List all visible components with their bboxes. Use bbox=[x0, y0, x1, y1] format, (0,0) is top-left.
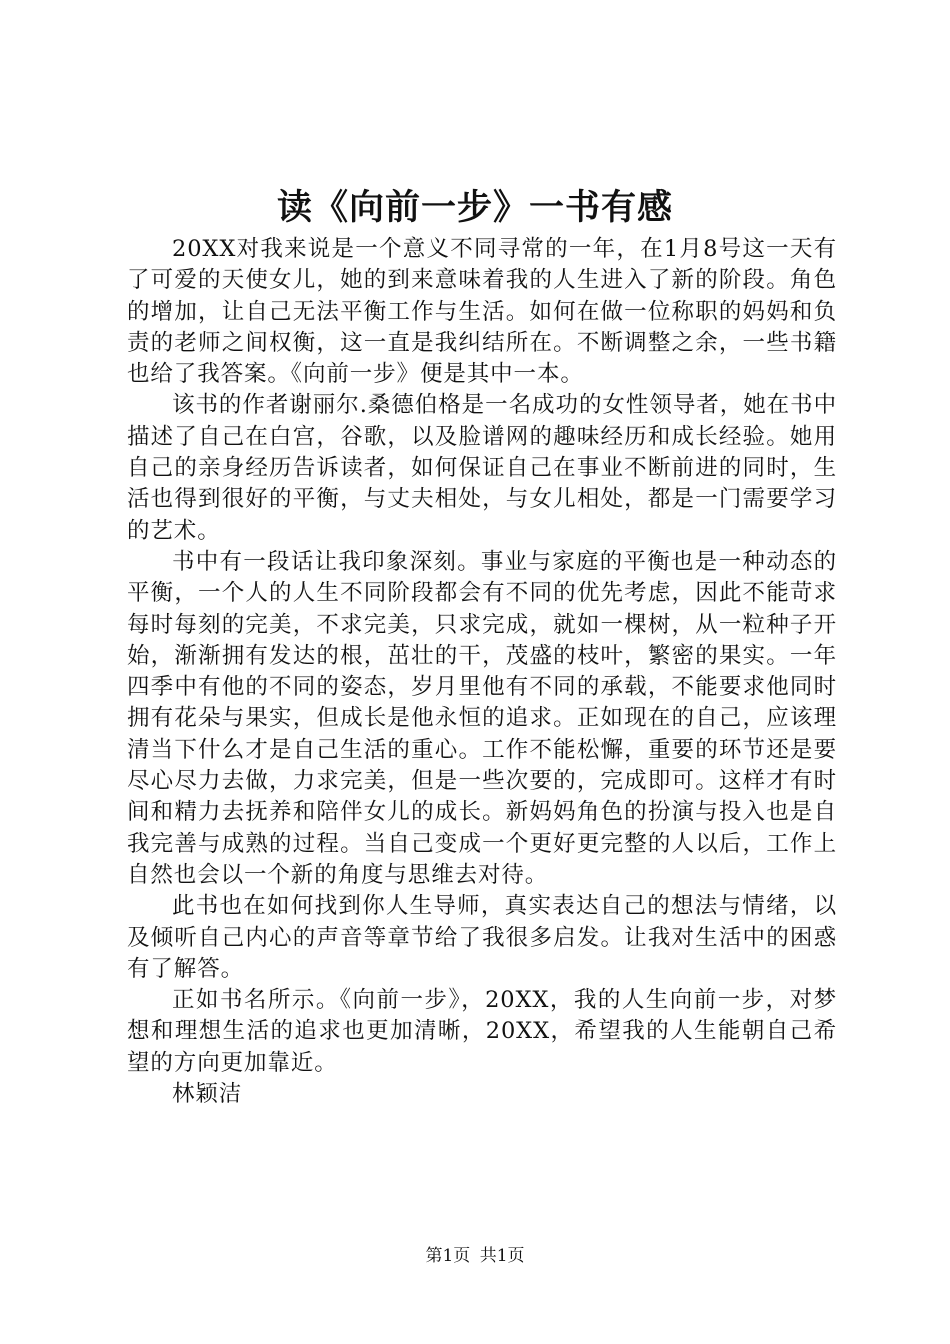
paragraph: 20XX对我来说是一个意义不同寻常的一年，在1月8号这一天有了可爱的天使女儿，她的到来意味着我的人生进入了新的阶段。角色的增加，让自己无法平衡工作与生活。如何在做一位称职的妈妈和负责的老师之间权衡，这一直是我纠结所在。不断调整之余，一些书籍也给了我答案。《向前一步》便是其中一本。 bbox=[127, 236, 837, 388]
paragraph: 该书的作者谢丽尔.桑德伯格是一名成功的女性领导者，她在书中描述了自己在白宫，谷歌，以及脸谱网的趣味经历和成长经验。她用自己的亲身经历告诉读者，如何保证自己在事业不断前进的同时，生活也得到很好的平衡，与丈夫相处，与女儿相处，都是一门需要学习的艺术。 bbox=[127, 392, 837, 544]
page-number-footer: 第1页 共1页 bbox=[425, 1246, 525, 1266]
paragraph: 正如书名所示。《向前一步》，20XX，我的人生向前一步，对梦想和理想生活的追求也更加清晰，20XX，希望我的人生能朝自己希望的方向更加靠近。 bbox=[127, 987, 837, 1076]
document-body bbox=[127, 234, 837, 1110]
paragraph: 此书也在如何找到你人生导师，真实表达自己的想法与情绪，以及倾听自己内心的声音等章节给了我很多启发。让我对生活中的困惑有了解答。 bbox=[127, 893, 837, 982]
author-signature: 林颖洁 bbox=[172, 1081, 243, 1108]
document-title: 读《向前一步》一书有感 bbox=[276, 187, 673, 228]
paragraph: 书中有一段话让我印象深刻。事业与家庭的平衡也是一种动态的平衡，一个人的人生不同阶段都会有不同的优先考虑，因此不能苛求每时每刻的完美，不求完美，只求完成，就如一棵树，从一粒种子开始，渐渐拥有发达的根，茁壮的干，茂盛的枝叶，繁密的果实。一年四季中有他的不同的姿态，岁月里他有不同的承载，不能要求他同时拥有花朵与果实，但成长是他永恒的追求。正如现在的自己，应该理清当下什么才是自己生活的重心。工作不能松懈，重要的环节还是要尽心尽力去做，力求完美，但是一些次要的，完成即可。这样才有时间和精力去抚养和陪伴女儿的成长。新妈妈角色的扮演与投入也是自我完善与成熟的过程。当自己变成一个更好更完整的人以后，工作上自然也会以一个新的角度与思维去对待。 bbox=[127, 548, 837, 888]
